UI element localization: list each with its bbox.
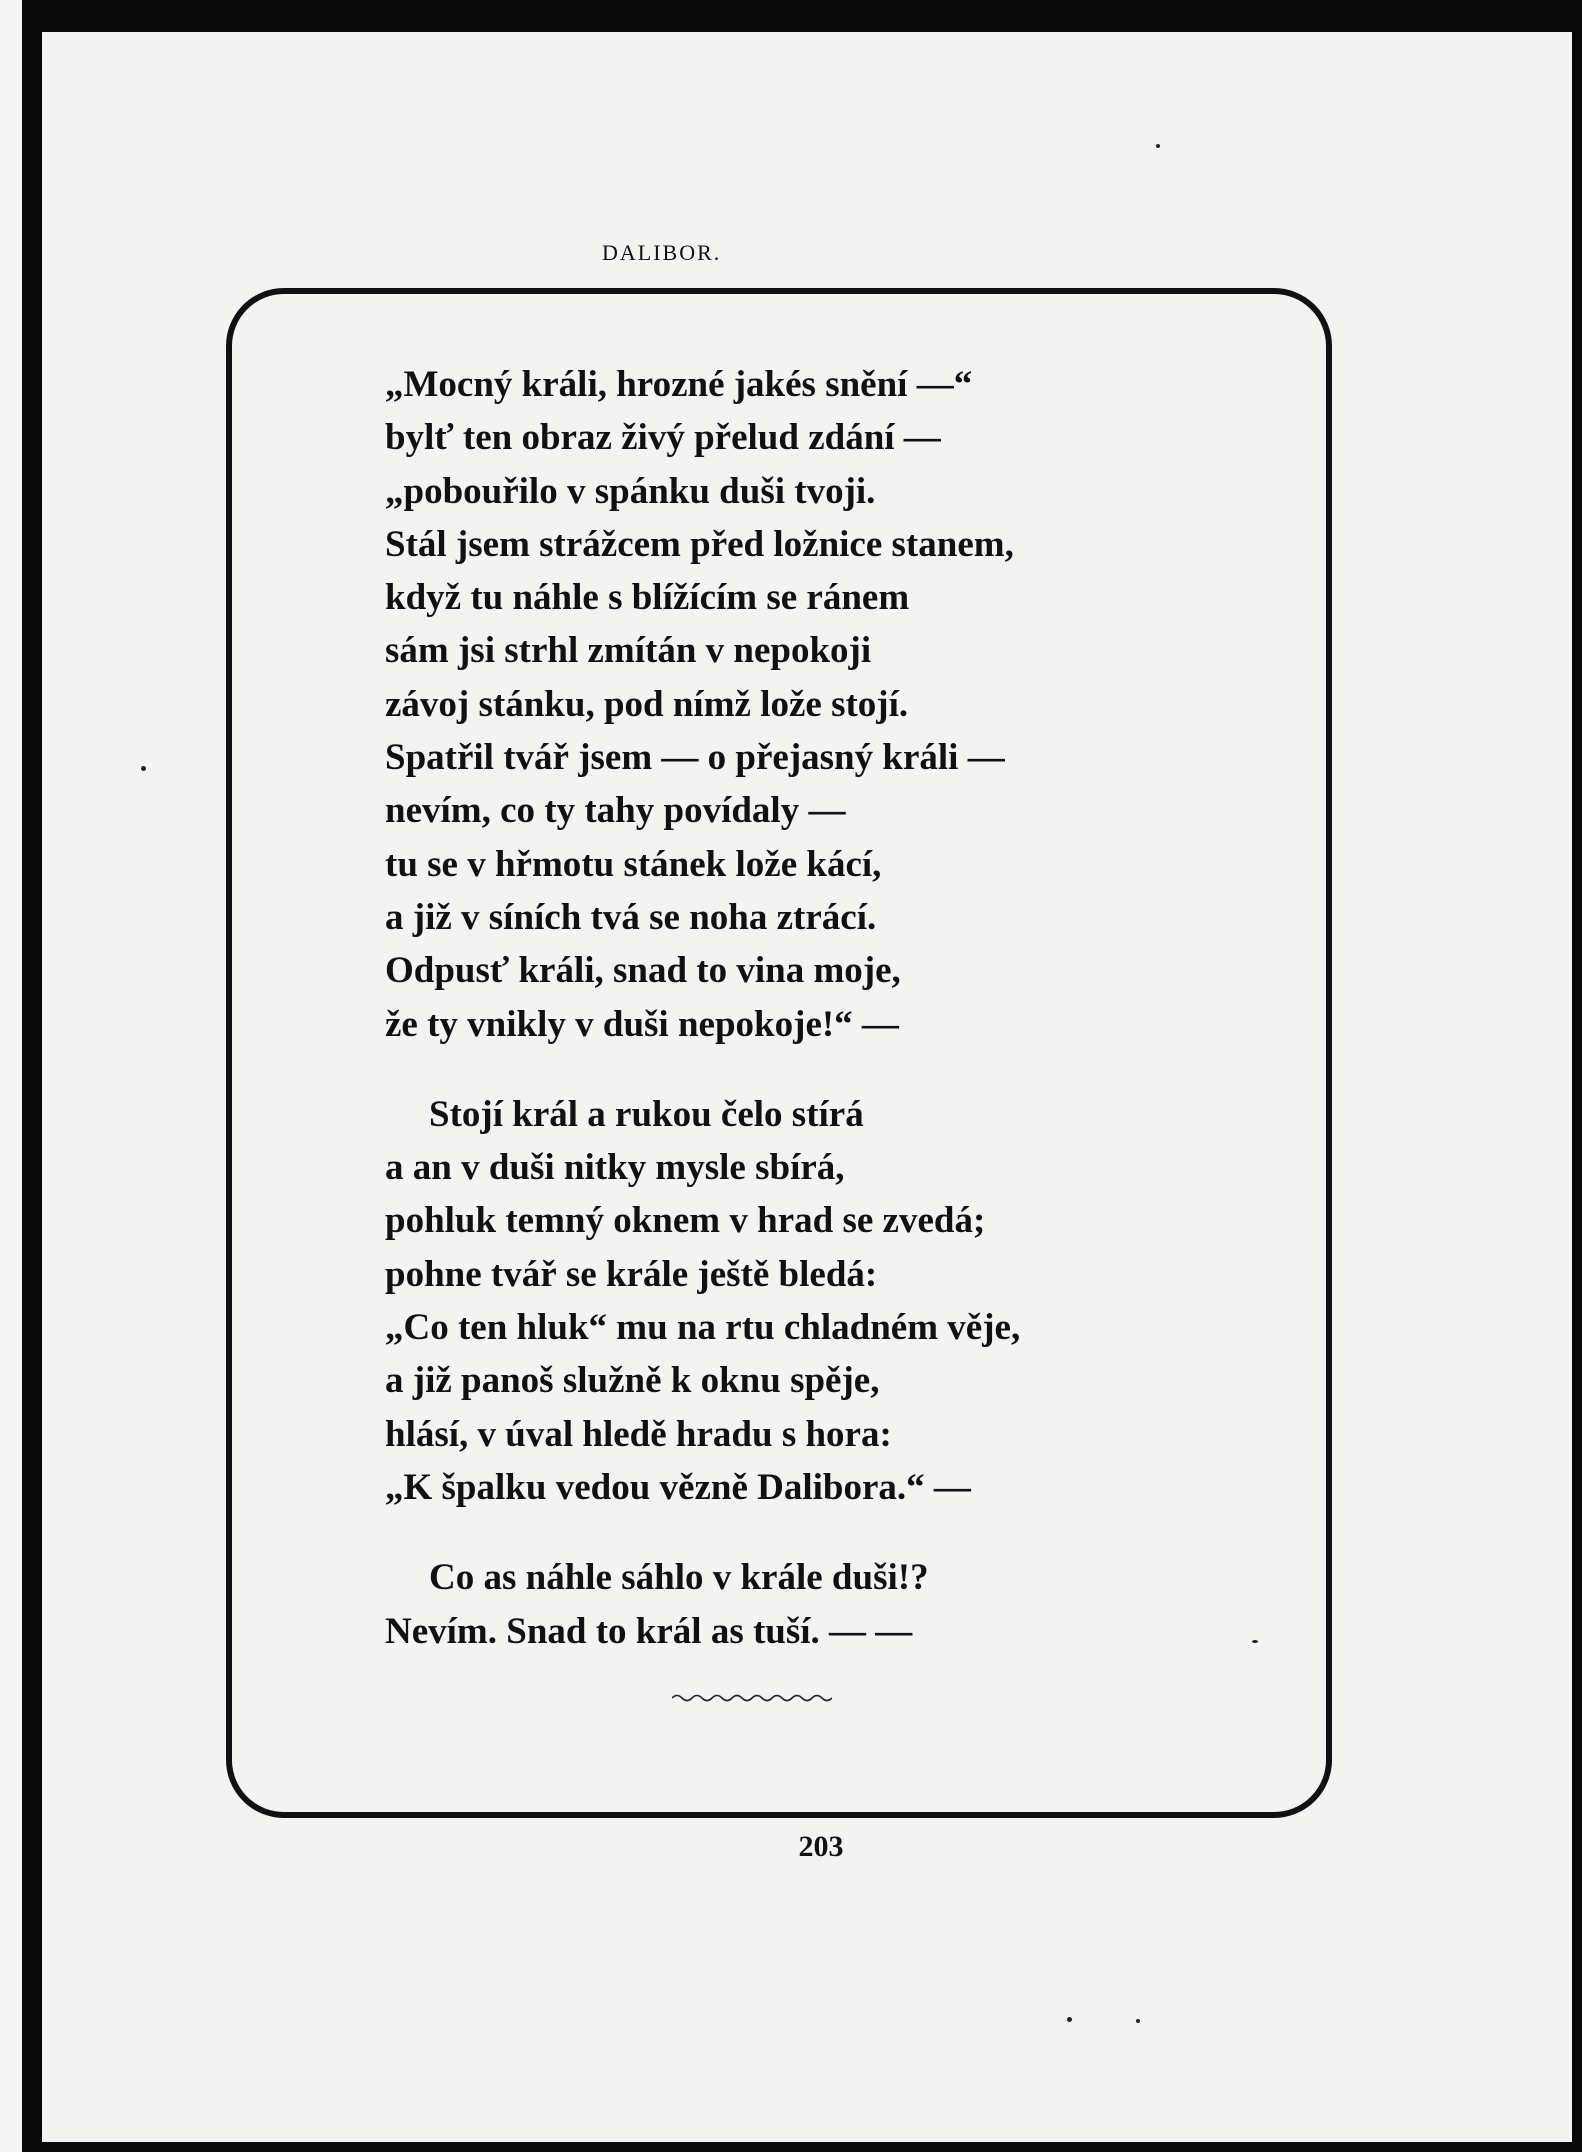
- page-number: 203: [798, 1830, 844, 1863]
- adjacent-page-edge: [0, 0, 22, 2152]
- print-speck: [141, 766, 146, 771]
- verse-line: sám jsi strhl zmítán v nepokoji: [385, 630, 872, 672]
- verse-line: Co as náhle sáhlo v krále duši!?: [429, 1557, 929, 1599]
- print-speck: [1136, 2019, 1140, 2023]
- verse-line: pohne tvář se krále ještě bledá:: [385, 1253, 878, 1295]
- verse-line: Nevím. Snad to král as tuší. — —: [385, 1610, 913, 1652]
- verse-line: bylť ten obraz živý přelud zdání —: [385, 417, 941, 459]
- print-speck: [1252, 1640, 1258, 1643]
- verse-line: Odpusť králi, snad to vina moje,: [385, 950, 901, 992]
- print-speck: [1156, 144, 1160, 148]
- verse-line: tu se v hřmotu stánek lože kácí,: [385, 843, 882, 885]
- verse-line: a již panoš služně k oknu spěje,: [385, 1360, 880, 1402]
- verse-line: hlásí, v úval hledě hradu s hora:: [385, 1413, 892, 1455]
- verse-line: „pobouřilo v spánku duši tvoji.: [385, 470, 876, 512]
- verse-line: „Mocný králi, hrozné jakés snění —“: [385, 364, 973, 405]
- stanza: [385, 358, 1245, 1051]
- verse-line: Stojí král a rukou čelo stírá: [429, 1093, 864, 1135]
- book-page: [42, 32, 1572, 2142]
- verse-line: nevím, co ty tahy povídaly —: [385, 790, 846, 832]
- ornament-rule: [672, 1690, 832, 1704]
- verse-line: pohluk temný oknem v hrad se zvedá;: [385, 1200, 986, 1242]
- verse-line: Spatřil tvář jsem — o přejasný králi —: [385, 737, 1005, 779]
- print-speck: [1067, 2017, 1072, 2022]
- verse-line: a an v duši nitky mysle sbírá,: [385, 1147, 845, 1189]
- stanza: [385, 1551, 1245, 1658]
- verse-line: když tu náhle s blížícím se ránem: [385, 577, 910, 619]
- verse-line: že ty vnikly v duši nepokoje!“ —: [385, 1003, 899, 1045]
- verse-line: závoj stánku, pod nímž lože stojí.: [385, 683, 909, 725]
- running-header: DALIBOR.: [602, 240, 722, 265]
- verse-line: „Co ten hluk“ mu na rtu chladném věje,: [385, 1307, 1021, 1349]
- verse-line: „K špalku vedou vězně Dalibora.“ —: [385, 1466, 971, 1508]
- poem-text: [385, 358, 1245, 1658]
- verse-line: Stál jsem strážcem před ložnice stanem,: [385, 523, 1014, 565]
- verse-line: a již v síních tvá se noha ztrácí.: [385, 896, 877, 938]
- stanza: [385, 1088, 1245, 1514]
